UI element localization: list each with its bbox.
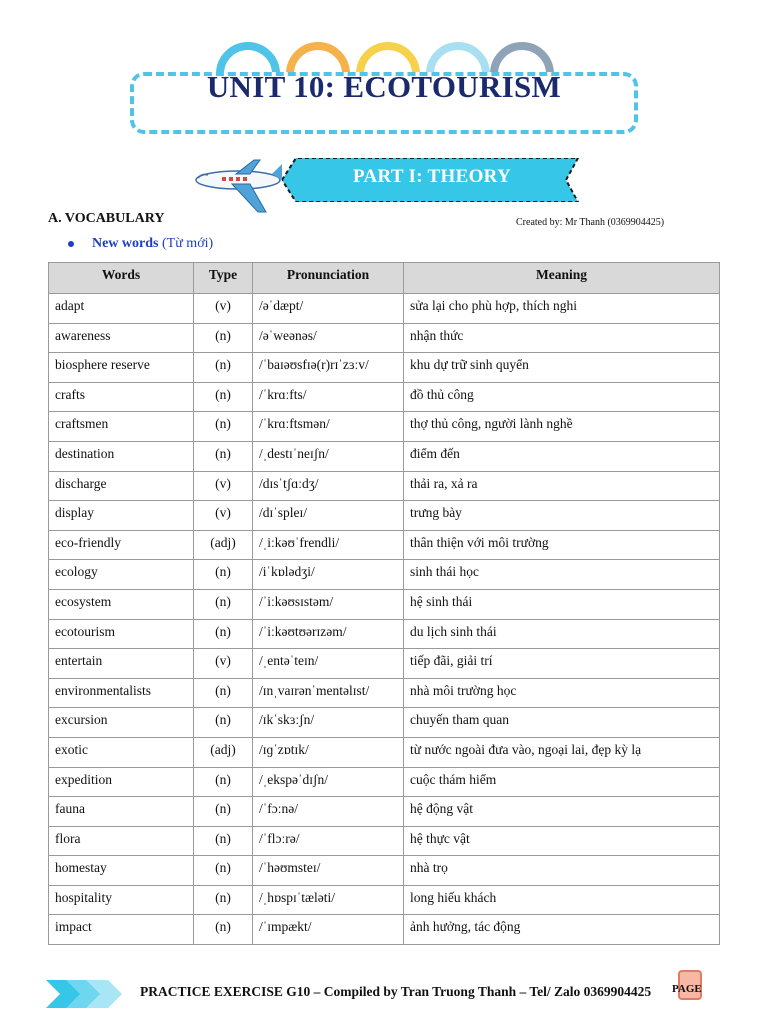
cell-type: (n) <box>194 767 253 797</box>
table-row <box>49 826 720 856</box>
table-row <box>49 589 720 619</box>
cell-word: impact <box>49 915 194 945</box>
footer-text: PRACTICE EXERCISE G10 – Compiled by Tran Truong Thanh – Tel/ Zalo 0369904425 <box>140 984 652 999</box>
cell-meaning: du lịch sinh thái <box>404 619 720 649</box>
cell-type: (n) <box>194 678 253 708</box>
cell-type: (n) <box>194 323 253 353</box>
table-row <box>49 885 720 915</box>
header-type: Type <box>194 263 253 294</box>
bullet-rest-text: (Từ mới) <box>158 236 214 251</box>
cell-word: discharge <box>49 471 194 501</box>
cell-meaning: ảnh hưởng, tác động <box>404 915 720 945</box>
table-row <box>49 560 720 590</box>
cell-type: (n) <box>194 885 253 915</box>
cell-pronunciation: /dɪsˈtʃɑːdʒ/ <box>253 471 404 501</box>
cell-pronunciation: /ˌiːkəʊˈfrendli/ <box>253 530 404 560</box>
cell-meaning: khu dự trữ sinh quyển <box>404 353 720 383</box>
cell-pronunciation: /əˈweənəs/ <box>253 323 404 353</box>
cell-word: eco-friendly <box>49 530 194 560</box>
cell-pronunciation: /ɪnˌvaɪrənˈmentəlɪst/ <box>253 678 404 708</box>
part-title: PART I: THEORY <box>352 166 512 187</box>
cell-meaning: hệ thực vật <box>404 826 720 856</box>
cell-meaning: trưng bày <box>404 501 720 531</box>
table-header-row <box>49 263 720 294</box>
cell-meaning: hệ động vật <box>404 797 720 827</box>
cell-word: expedition <box>49 767 194 797</box>
cell-meaning: nhà trọ <box>404 856 720 886</box>
cell-word: ecosystem <box>49 589 194 619</box>
cell-pronunciation: /ˈhəʊmsteɪ/ <box>253 856 404 886</box>
cell-meaning: hệ sinh thái <box>404 589 720 619</box>
cell-word: destination <box>49 441 194 471</box>
cell-pronunciation: /ˈiːkəʊtʊərɪzəm/ <box>253 619 404 649</box>
cell-pronunciation: /əˈdæpt/ <box>253 294 404 324</box>
cell-meaning: cuộc thám hiểm <box>404 767 720 797</box>
bullet-icon <box>68 241 74 247</box>
cell-pronunciation: /ˈɪmpækt/ <box>253 915 404 945</box>
table-row <box>49 471 720 501</box>
cell-word: display <box>49 501 194 531</box>
table-row <box>49 797 720 827</box>
cell-type: (v) <box>194 501 253 531</box>
table-row <box>49 294 720 324</box>
bullet-bold-text: New words <box>92 236 159 251</box>
table-row <box>49 382 720 412</box>
cell-pronunciation: /ˈiːkəʊsɪstəm/ <box>253 589 404 619</box>
footer-arrows-icon <box>46 980 126 1008</box>
cell-word: entertain <box>49 649 194 679</box>
cell-type: (v) <box>194 649 253 679</box>
cell-word: environmentalists <box>49 678 194 708</box>
cell-pronunciation: /ɪkˈskɜːʃn/ <box>253 708 404 738</box>
cell-type: (v) <box>194 471 253 501</box>
cell-type: (n) <box>194 619 253 649</box>
cell-word: ecology <box>49 560 194 590</box>
cell-meaning: thải ra, xả ra <box>404 471 720 501</box>
header-meaning: Meaning <box>404 263 720 294</box>
cell-word: awareness <box>49 323 194 353</box>
table-row <box>49 619 720 649</box>
cell-type: (n) <box>194 353 253 383</box>
cell-pronunciation: /ˌekspəˈdɪʃn/ <box>253 767 404 797</box>
page-label: PAGE <box>672 983 702 995</box>
vocabulary-table <box>48 262 720 945</box>
cell-meaning: tiếp đãi, giải trí <box>404 649 720 679</box>
credit-text: Created by: Mr Thanh (0369904425) <box>516 217 665 228</box>
cell-type: (n) <box>194 382 253 412</box>
cell-pronunciation: /ˈfɔːnə/ <box>253 797 404 827</box>
cell-word: homestay <box>49 856 194 886</box>
cell-pronunciation: /ˈflɔːrə/ <box>253 826 404 856</box>
bullet-new-words <box>68 236 213 252</box>
cell-pronunciation: /ˈkrɑːftsmən/ <box>253 412 404 442</box>
table-row <box>49 915 720 945</box>
table-row <box>49 501 720 531</box>
cell-pronunciation: /ˈbaɪəʊsfɪə(r)rɪˈzɜːv/ <box>253 353 404 383</box>
cell-word: crafts <box>49 382 194 412</box>
cell-type: (n) <box>194 412 253 442</box>
cell-type: (n) <box>194 708 253 738</box>
cell-meaning: chuyến tham quan <box>404 708 720 738</box>
cell-meaning: long hiếu khách <box>404 885 720 915</box>
cell-pronunciation: /dɪˈspleɪ/ <box>253 501 404 531</box>
cell-word: ecotourism <box>49 619 194 649</box>
airplane-icon <box>192 158 284 214</box>
cell-word: craftsmen <box>49 412 194 442</box>
cell-meaning: sinh thái học <box>404 560 720 590</box>
cell-pronunciation: /ˈkrɑːfts/ <box>253 382 404 412</box>
cell-pronunciation: /ˌdestɪˈneɪʃn/ <box>253 441 404 471</box>
section-heading: A. VOCABULARY <box>48 211 165 226</box>
cell-type: (n) <box>194 560 253 590</box>
cell-meaning: điểm đến <box>404 441 720 471</box>
cell-type: (n) <box>194 826 253 856</box>
cell-word: hospitality <box>49 885 194 915</box>
table-row <box>49 737 720 767</box>
table-row <box>49 856 720 886</box>
cell-type: (n) <box>194 856 253 886</box>
cell-pronunciation: /iˈkɒlədʒi/ <box>253 560 404 590</box>
table-row <box>49 649 720 679</box>
table-row <box>49 708 720 738</box>
cell-meaning: nhận thức <box>404 323 720 353</box>
cell-type: (adj) <box>194 530 253 560</box>
table-row <box>49 353 720 383</box>
cell-type: (adj) <box>194 737 253 767</box>
table-row <box>49 767 720 797</box>
cell-type: (n) <box>194 915 253 945</box>
cell-type: (n) <box>194 441 253 471</box>
table-row <box>49 530 720 560</box>
table-row <box>49 678 720 708</box>
cell-word: excursion <box>49 708 194 738</box>
cell-meaning: từ nước ngoài đưa vào, ngoại lai, đẹp kỳ lạ <box>404 737 720 767</box>
cell-pronunciation: /ˌentəˈteɪn/ <box>253 649 404 679</box>
cell-word: exotic <box>49 737 194 767</box>
table-row <box>49 323 720 353</box>
cell-meaning: đồ thủ công <box>404 382 720 412</box>
table-row <box>49 441 720 471</box>
cell-meaning: thợ thủ công, người lành nghề <box>404 412 720 442</box>
cell-pronunciation: /ˌhɒspɪˈtæləti/ <box>253 885 404 915</box>
cell-word: flora <box>49 826 194 856</box>
page-title: UNIT 10: ECOTOURISM <box>206 69 562 104</box>
title-box <box>130 69 638 134</box>
cell-pronunciation: /ɪɡˈzɒtɪk/ <box>253 737 404 767</box>
cell-type: (n) <box>194 797 253 827</box>
cell-word: fauna <box>49 797 194 827</box>
cell-type: (v) <box>194 294 253 324</box>
cell-type: (n) <box>194 589 253 619</box>
cell-word: adapt <box>49 294 194 324</box>
header-pronunciation: Pronunciation <box>253 263 404 294</box>
cell-word: biosphere reserve <box>49 353 194 383</box>
table-row <box>49 412 720 442</box>
header-words: Words <box>49 263 194 294</box>
cell-meaning: sửa lại cho phù hợp, thích nghi <box>404 294 720 324</box>
cell-meaning: nhà môi trường học <box>404 678 720 708</box>
cell-meaning: thân thiện với môi trường <box>404 530 720 560</box>
